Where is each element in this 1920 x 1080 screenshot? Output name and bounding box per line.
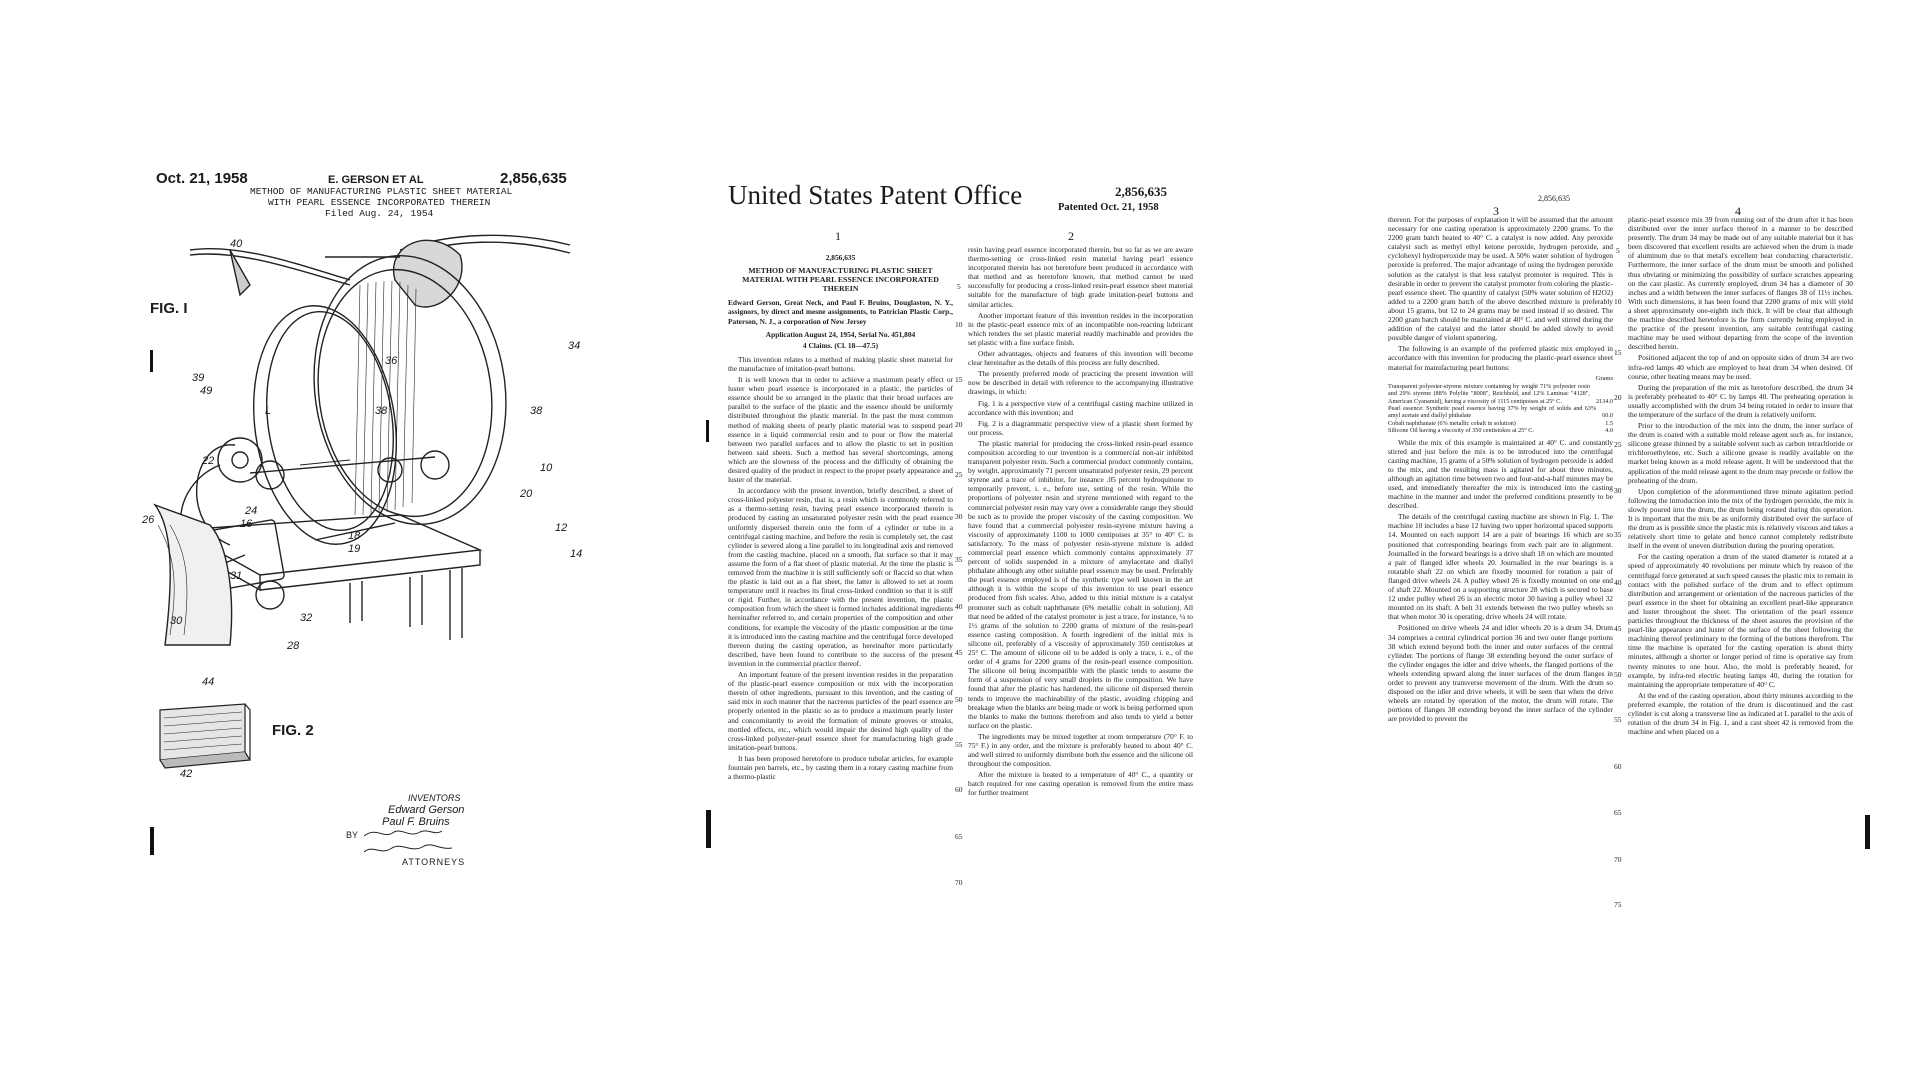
table-cell-item: Transparent polyester-styrene mixture containing by weight 71% polyester resin and 29% styrene (88% Polylite "8008", Reichhold, and 12% Laminac "4128", American Cyanamid), having a viscosity of 1115 centipoises at 25° C.	[1388, 382, 1590, 405]
col4-paragraph: plastic-pearl essence mix 39 from running out of the drum after it has been distributed over the inner surface thereof in a manner to be described presently. The drum 34 may be made out of any suitable material but it has been discovered that excellent results are achieved when the drum is made of aluminum due to that metal's excellent heat conducting characteristic. Furthermore, the inner surface of the drum must be smooth and polished thus obviating or minimizing the possibility of surface scratches appearing on the cast plastic. As currently employed, drum 34 has a diameter of 30 inches and a width between the inner surfaces of flanges 38 of 11½ inches. With such dimensions, it has been found that 2200 grams of mix will yield a sheet approximately one-eighth inch thick. It will be clear that although the machine described heretofore is the form currently being employed in the practice of the present invention, any suitable centrifugal casting machine may be used without departing from the scope of the invention described herein.	[1628, 215, 1853, 352]
line-number: 65	[1614, 808, 1622, 817]
line-number: 5	[957, 282, 961, 291]
ref-30: 30	[170, 615, 183, 627]
col2-paragraph: The presently preferred mode of practicing the present invention will now be described in detail with reference to the accompanying illustrative drawings, in which:	[968, 369, 1193, 397]
line-number: 25	[955, 470, 963, 479]
drawing-inventors-head: E. GERSON ET AL	[328, 174, 424, 186]
col1-number: 2,856,635	[825, 253, 856, 262]
col4-paragraph: Prior to the introduction of the mix into the drum, the inner surface of the drum is coated with a suitable mold release agent such as, for instance, silicone grease thinned by a suitable solvent such as carbon tetrachloride or trichloroethylene, etc. Such a silicone grease is readily available on the market being known as a mold release agent. It will be understood that the application of the mold release agent to the drum may precede or follow the preheating of the drum.	[1628, 421, 1853, 485]
ref-19: 19	[348, 543, 361, 555]
col1-paragraph: This invention relates to a method of making plastic sheet material for the manufacture of imitation-pearl buttons.	[728, 354, 953, 373]
line-number: 25	[1614, 440, 1622, 449]
column-number-4: 4	[1735, 204, 1741, 218]
col1-paragraph: It has been proposed heretofore to produce tubular articles, for example fountain pen barrels, etc., by casting them in a rotary casting machine from a thermo-plastic	[728, 753, 953, 782]
col3-paragraph: The following is an example of the preferred plastic mix employed in accordance with this invention for producing the plastic-pearl essence sheet material for manufacturing pearl buttons:	[1388, 344, 1613, 372]
col2-paragraph: The ingredients may be mixed together at room temperature (70° F. to 75° F.) in any order, and the mixture is preferably heated to about 40° C. and well stirred to uniformly distribute both the essence and the silicone oil throughout the composition.	[968, 731, 1193, 769]
ref-22: 22	[202, 455, 215, 467]
column-number-1: 1	[835, 229, 841, 243]
col3-paragraph: The details of the centrifugal casting machine are shown in Fig. 1. The machine 10 includes a base 12 having two upper horizontal spaced supports 14. Mounted on each support 14 are a pair of bearings 16 which are so positioned that corresponding bearings from each pair are in alignment. Journalled in the forward bearings is a drive shaft 18 on which are mounted a pair of flanged idler wheels 20. Journalled in the rear bearings is a rotatable shaft 22 on which are fixedly mounted for rotation a pair of flanged drive wheels 24. A pulley wheel 26 is fixedly mounted on one end of shaft 22. Mounted on a supporting structure 28 which is secured to base 12 under pulley wheel 26 is an electric motor 30 having a pulley wheel 32 mounted on its shaft. A belt 31 extends between the two pulley wheels so that when motor 30 is operating, drive wheels 24 will rotate.	[1388, 512, 1613, 622]
line-number: 35	[955, 555, 963, 564]
line-number: 50	[1614, 670, 1622, 679]
line-number: 75	[1614, 900, 1622, 909]
col1-title: METHOD OF MANUFACTURING PLASTIC SHEET MATERIAL WITH PEARL ESSENCE INCORPORATED THEREIN	[742, 266, 939, 294]
header-number-right: 2,856,635	[1538, 194, 1570, 203]
line-number: 50	[955, 695, 963, 704]
ref-34: 34	[568, 340, 581, 352]
ref-12: 12	[555, 522, 568, 534]
line-number: 30	[1614, 486, 1622, 495]
inventors-label: INVENTORS	[408, 793, 461, 803]
ref-31: 31	[230, 570, 243, 582]
table-cell-item: Silicone Oil having a viscosity of 350 centistokes at 25° C.	[1388, 427, 1534, 435]
line-number: 55	[1614, 715, 1622, 724]
office-title: United States Patent Office	[728, 180, 1023, 210]
scan-mark	[150, 350, 153, 372]
ref-36: 36	[385, 355, 398, 367]
table-row	[1388, 427, 1613, 434]
line-number: 60	[1614, 762, 1622, 771]
line-number: 70	[955, 878, 963, 887]
table-cell-item: Pearl essence: Synthetic pearl essence having 37% by weight of solids and 63% amyl acetate and diallyl phthalate	[1388, 404, 1597, 420]
line-number: 15	[955, 375, 963, 384]
table-cell-item: Cobalt naphthanate (6% metallic cobalt in solution)	[1388, 419, 1516, 427]
scan-mark	[150, 827, 154, 855]
col4-paragraph: For the casting operation a drum of the stated diameter is rotated at a speed of approximately 40 revolutions per minute which by reason of the centrifugal force generated at such speed causes the plastic mix to remain in contact with the polished surface of the drum and to effect optimum distribution and arrangement or orientation of the nacreous particles of the pearl essence in the sheet for obtaining an excellent pearl-like appearance and luster throughout the sheet. The orientation of the pearl essence particles throughout the thickness of the sheet assures the provision of the pearl-like appearance and luster of the surface of the sheet following the machining thereof preliminary to the forming of the buttons therefrom. The time the machine is operated for the casting operation is about thirty minutes, although a shorter or longer period of time is operative say from twenty minutes to one hour. Also, the mold is preferably heated, for example, by infra-red electric heating lamps 40, during the rotation for maintaining the appropriate temperature of 40° C.	[1628, 552, 1853, 689]
col4-paragraph: Positioned adjacent the top of and on opposite sides of drum 34 are two infra-red lamps 40 which are employed to heat drum 34 when desired. Of course, other heating means may be used.	[1628, 353, 1853, 381]
ref-10: 10	[540, 462, 553, 474]
ref-18: 18	[348, 530, 361, 542]
table-row	[1388, 405, 1613, 420]
ref-20: 20	[520, 488, 533, 500]
table-cell-value: 4.0	[1605, 427, 1613, 435]
text-sheet	[720, 0, 1900, 1080]
col3-paragraph: While the mix of this example is maintained at 40° C. and constantly stirred and just before the mix is to be introduced into the centrifugal casting machine, 15 grams of a 50% solution of hydrogen peroxide is added to the mix, and the resulting mass is agitated for about three minutes, although an agitation time between two and four-and-a-half minutes may be used, and immediately thereafter the mix is introduced into the casting machine in the manner and under the preferred conditions presently to be described.	[1388, 437, 1613, 511]
col3-paragraph: Positioned on drive wheels 24 and idler wheels 20 is a drum 34. Drum 34 comprises a central cylindrical portion 36 and two outer flange portions 38 which extend beyond both the inner and outer surfaces of the central cylinder. The portions of flange 38 extending beyond the outer surface of the cylinder engages the idler and drive wheels, the flanged portions of the wheels extending upward along the inner surfaces of the drum flanges in order to prevent any transverse movement of the drum. With the drum so disposed on the idler and drive wheels, it will be seen that when the drive wheels are rotated by operation of the motor, the drum will rotate. The portions of flanges 38 extending beyond the inner surface of the cylinder are provided to prevent the	[1388, 623, 1613, 724]
line-number: 40	[1614, 578, 1622, 587]
ref-28: 28	[287, 640, 300, 652]
ref-49: 49	[200, 385, 213, 397]
drawing-date: Oct. 21, 1958	[156, 170, 248, 187]
line-number: 55	[955, 740, 963, 749]
attorneys-label: ATTORNEYS	[402, 857, 466, 867]
inventor-2: Paul F. Bruins	[382, 816, 450, 828]
col2-paragraph: Another important feature of this invention resides in the incorporation in the plastic-pearl essence mix of an incompatible non-reacting lubricant which renders the set plastic material readily machinable and provides the set plastic with a fine surface finish.	[968, 310, 1193, 347]
text-patent-number: 2,856,635	[1115, 184, 1167, 199]
line-number: 5	[1616, 246, 1620, 255]
scan-mark	[706, 420, 709, 442]
line-number: 30	[955, 512, 963, 521]
drawing-patent-number: 2,856,635	[500, 170, 567, 187]
col1-assignment: Edward Gerson, Great Neck, and Paul F. Bruins, Douglaston, N. Y., assignors, by direct and mesne assignments, to Patrician Plastic Corp., Paterson, N. J., a corporation of New Jersey	[728, 298, 953, 326]
table-cell-value: 1.5	[1605, 419, 1613, 427]
line-number: 10	[955, 320, 963, 329]
column-number-3: 3	[1493, 204, 1499, 218]
ref-32: 32	[300, 612, 313, 624]
scan-mark	[1865, 815, 1870, 849]
ref-38b: 38	[530, 405, 543, 417]
line-number: 20	[955, 420, 963, 429]
col3-ingredients-table	[1388, 383, 1613, 435]
fig1-centrifugal-machine-drawing	[150, 225, 590, 655]
col2-paragraph: Fig. 2 is a diagrammatic perspective view of a plastic sheet formed by our process.	[968, 418, 1193, 437]
ref-44: 44	[202, 676, 215, 688]
table-row	[1388, 420, 1613, 427]
column-1	[728, 253, 953, 908]
fig2-label: FIG. 2	[272, 722, 314, 739]
line-number: 35	[1614, 530, 1622, 539]
col2-paragraph: The plastic material for producing the cross-linked resin-pearl essence composition according to our invention is a commercial non-air inhibited transparent polyester resin. Such a commercial product commonly contains, by weight, approximately 71 percent unsaturated polyester resin, 29 percent styrene and a trace of inhibitor, for instance .05 percent hydroquinone to temporarily prevent, i. e., before use, setting of the resin. While the proportions of polyester resin and styrene mentioned with regard to the commercial polyester resin may vary over a considerable range they should be such as to provide the proper viscosity of the casting composition. We have found that a commercial polyester resin-styrene mixture having a viscosity of approximately 1100 to 1000 centipoises at 35° to 40° C. is satisfactory. To the mass of polyester resin-styrene mixture is added commercial pearl essence which commonly contains approximately 37 percent of solids suspended in a mixture of amylacetate and diallyl phthalate although any other suitable pearl essence may be used. Preferably the pearl essence employed is of the synthetic type well known in the art although it is within the scope of this invention to use pearl essence produced from fish scales. Also, added to this initial mixture is a catalyst promoter such as cobalt naphthanate (6% metallic cobalt in solution). All that need be added of the catalyst promoter is just a trace, for instance, ¼ to 1½ grams of the solution to 2200 grams of mixture of the resin-pearl essence casting composition. A fourth ingredient of the initial mix is silicone oil, preferably of a viscosity of approximately 350 centistokes at 25° C. The amount of silicone oil to be added is only a trace, i. e., of the order of 4 grams for 2200 grams of the resin-pearl essence composition. The silicone oil being incompatible with the plastic tends to assume the form of a suspension of very small droplets in the composition. We have found that after the plastic has hardened, the silicone oil dispersed therein tends to improve the machinability of the plastic, avoiding chipping and breakage when the blanks are being made or work is being performed upon the blanks to make the buttons therefrom and also tends to yield a better surface on the plastic.	[968, 438, 1193, 730]
column-2	[968, 245, 1193, 910]
line-number: 45	[1614, 624, 1622, 633]
col1-paragraph: In accordance with the present invention, briefly described, a sheet of cross-linked polyester resin, that is, a resin which is commonly referred to as a thermo-setting resin, having pearl essence incorporated therein is produced by casting an unsaturated polyester resin with the pearl essence uniformly dispersed therein onto the form of a cylinder or tube in a centrifugal casting machine, and before the resin is completely set, the cast cylinder is severed along a line parallel to its longitudinal axis and removed from the casting machine, placed on a smooth, flat surface so that it may assume the form of a flat sheet of plastic material. At the time the plastic is removed from the machine it is still sufficiently soft or flaccid so that when the plastic is laid out as a flat sheet, the latter is allowed to set at room temperature until it reaches its final cross-linked condition so that it is stiff or rigid. Further, in accordance with the present invention, the plastic composition from which the sheet is formed includes additional ingredients hereinafter referred to, and certain properties of the composition and other conditions, for example the viscosity of the plastic composition at the time it is introduced into the casting machine and the centrifugal force developed thereon during the casting operation, as hereinafter more particularly described, have been found to contribute to the success of the present invention in the commercial practice thereof.	[728, 486, 953, 668]
ref-16: 16	[240, 518, 253, 530]
line-number: 10	[1614, 297, 1622, 306]
col2-paragraph: resin having pearl essence incorporated therein, but so far as we are aware thermo-setting or cross-linked resin material having pearl essence incorporated therein has not heretofore been produced in accordance with that method and as heretofore known, that method cannot be used successfully for producing a cross-linked resin-pearl essence sheet material suitable for the manufacture of high grade imitation-pearl buttons and similar articles.	[968, 245, 1193, 309]
line-number: 15	[1614, 348, 1622, 357]
col2-paragraph: After the mixture is heated to a temperature of 40° C., a quantity or batch required for one casting operation is removed from the entire mass for further treatment	[968, 770, 1193, 798]
fig2-plastic-sheet-drawing	[150, 690, 270, 780]
ref-39: 39	[192, 372, 205, 384]
table-cell-value: 2134.0	[1595, 397, 1613, 405]
ref-42: 42	[180, 768, 193, 780]
col1-paragraph: An important feature of the present invention resides in the preparation of the plastic-pearl essence composition or mix with the incorporation therein of other ingredients, pursuant to this invention, and the casting of said mix in such manner that the nacreous particles of the pearl essence are properly oriented in the plastic so as to produce a maximum pearly luster and concomitantly to avoid the formation of minute grooves or streaks, mottled effects, etc., which would impair the desired high quality of the cross-linked polyester-pearl essence sheet for manufacturing high grade imitation-pearl buttons.	[728, 670, 953, 752]
table-cell-value: 60.0	[1602, 412, 1613, 420]
line-number: 45	[955, 648, 963, 657]
line-number: 40	[955, 602, 963, 611]
col1-claims: 4 Claims. (Cl. 18—47.5)	[802, 340, 879, 350]
line-number: 65	[955, 832, 963, 841]
line-number: 70	[1614, 855, 1622, 864]
scan-mark	[706, 810, 711, 848]
inventor-1: Edward Gerson	[388, 804, 465, 816]
patented-date: Patented Oct. 21, 1958	[1058, 202, 1159, 213]
table-row	[1388, 383, 1613, 405]
ref-L: L	[265, 405, 272, 417]
column-3	[1388, 215, 1613, 915]
col4-paragraph: During the preparation of the mix as heretofore described, the drum 34 is preferably preheated to 40° C. by lamps 40. The preheating operation is usually accomplished with the drum 34 being rotated in order to insure that the temperature of the surface of the drum is relatively uniform.	[1628, 382, 1853, 419]
line-number: 20	[1614, 393, 1622, 402]
drawing-filed: Filed Aug. 24, 1954	[325, 208, 434, 219]
col4-paragraph: Upon completion of the aforementioned three minute agitation period following the introduction into the mix of the hydrogen peroxide, the mix is slowly poured into the drum, the drum being rotated during this operation. It is important that the mix be as uniformly distributed over the surface of the drum as is possible since the plastic mix is relatively viscous and takes a relatively short time to gelate and hence cannot completely redistribute itself in the event of uneven distribution during the pouring operation.	[1628, 486, 1853, 551]
column-number-2: 2	[1068, 229, 1074, 243]
col4-paragraph: At the end of the casting operation, about thirty minutes according to the preferred example, the rotation of the drum is discontinued and the cast cylinder is cut along a transverse line as indicated at L parallel to the axis of rotation of the drum 34 in Fig. 1, and a cast sheet 42 is removed from the machine and when placed on a	[1628, 690, 1853, 737]
col2-paragraph: Other advantages, objects and features of this invention will become clear hereinafter as the details of this process are fully described.	[968, 349, 1193, 368]
ref-14: 14	[570, 548, 583, 560]
col3-table-header: Grams	[1595, 374, 1613, 382]
drawing-title-line1: METHOD OF MANUFACTURING PLASTIC SHEET MATERIAL	[250, 186, 513, 197]
column-4	[1628, 215, 1853, 915]
drawing-sheet	[142, 0, 590, 1080]
col2-paragraph: Fig. 1 is a perspective view of a centrifugal casting machine utilized in accordance with this invention; and	[968, 398, 1193, 417]
line-number: 60	[955, 785, 963, 794]
drawing-title-line2: WITH PEARL ESSENCE INCORPORATED THEREIN	[268, 197, 491, 208]
ref-38a: 38	[375, 405, 388, 417]
fig1-label: FIG. I	[150, 300, 188, 317]
ref-24: 24	[245, 505, 258, 517]
col3-paragraph: thereon. For the purposes of explanation it will be assumed that the amount necessary for one casting operation is approximately 2200 grams. To the 2200 gram batch heated to 40° C. a catalyst is now added. Any peroxide catalyst such as methyl ethyl ketone peroxide, hydrogen peroxide, and cyclohexyl hydroperoxide may be used. A 50% water solution of hydrogen peroxide is preferred. The major advantage of using the hydrogen peroxide solution as the catalyst is that less catalyst promoter is required. This is desirable in order to prevent the catalyst promoter from coloring the plastic-pearl essence sheet. The quantity of catalyst (50% water solution of H2O2) added to a 2200 gram batch of the above described mixture is preferably about 15 grams, but 12 to 24 grams may be used instead if so desired. The 2200 gram batch should be maintained at 40° C. and well stirred during the addition of the catalyst and the latter should be added slowly to avoid possible danger of violent spattering.	[1388, 215, 1613, 343]
ref-26: 26	[142, 514, 155, 526]
by-label: BY	[346, 830, 359, 840]
col1-application: Application August 24, 1954, Serial No. 451,804	[765, 329, 916, 339]
ref-40: 40	[230, 238, 243, 250]
col1-paragraph: It is well known that in order to achieve a maximum pearly effect or luster when pearl essence is incorporated in a plastic, the particles of essence should be so arranged in the plastic that their broad surfaces are parallel to the surface of the plastic and the essence should be uniformly distributed throughout the plastic material. In the past the most common method of making sheets of pearly plastic material was to suspend pearl essence in a liquid commercial resin and to pour or flow the material between two parallel surfaces and to allow the plastic to set in position between said sheets. Such a method has several shortcomings, among which are the slowness of the process and the difficulty of obtaining the desired quality of the product in respect to the proper pearly appearance and luster of the material.	[728, 375, 953, 485]
